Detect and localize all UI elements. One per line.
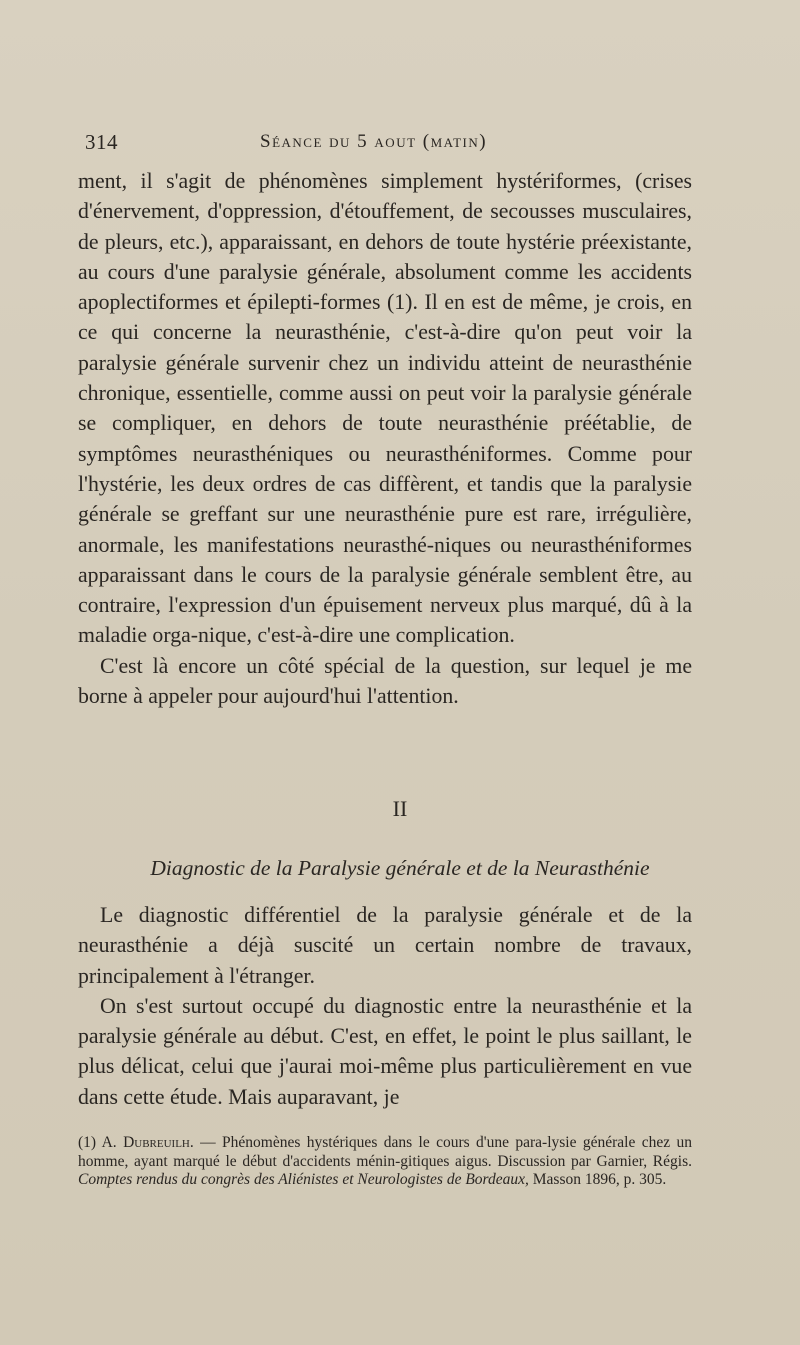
section-numeral: II — [392, 796, 408, 821]
footnote-text: — Phénomènes hystériques dans le cours d'une para-lysie générale chez un homme, ayant marqué le début d'accidents ménin-gitiques aigus. Discussion par Garnier, Régis. — [78, 1134, 692, 1170]
paragraph: Le diagnostic différentiel de la paralysie générale et de la neurasthénie a déjà suscité un certain nombre de travaux, principalement à l'étranger. — [78, 903, 692, 988]
paragraph: C'est là encore un côté spécial de la question, sur lequel je me borne à appeler pour aujourd'hui l'attention. — [78, 653, 692, 709]
footnote-source: Comptes rendus du congrès des Aliénistes et Neurologistes de Bordeaux, — [78, 1171, 529, 1188]
footnote — [78, 1134, 692, 1190]
footnote-publisher: Masson 1896, p. 305. — [528, 1171, 667, 1188]
running-head: Séance du 5 aout (matin) — [260, 131, 488, 152]
footnote-marker: (1) A. — [78, 1134, 117, 1151]
paragraph: On s'est surtout occupé du diagnostic entre la neurasthénie et la paralysie générale au début. C'est, en effet, le point le plus saillant, le plus délicat, celui que j'aurai moi-même plus particulièrement en vue dans cette étude. Mais auparavant, je — [78, 993, 692, 1109]
body-text-section-1 — [78, 166, 692, 711]
body-text-section-2 — [78, 900, 692, 1112]
paragraph: ment, il s'agit de phénomènes simplement hystériformes, (crises d'énervement, d'oppression, d'étouffement, de secousses musculaires, de pleurs, etc.), apparaissant, en dehors de toute hystérie préexistante, au cours d'une paralysie générale, absolument comme les accidents apoplectiformes et épilepti-formes (1). Il en est de même, je crois, en ce qui concerne la neurasthénie, c'est-à-dire qu'on peut voir la paralysie générale survenir chez un individu atteint de neurasthénie chronique, essentielle, comme aussi on peut voir la paralysie générale se compliquer, en dehors de toute neurasthénie préétablie, de symptômes neurasthéniques ou neurasthéniformes. Comme pour l'hystérie, les deux ordres de cas diffèrent, et tandis que la paralysie générale se greffant sur une neurasthénie pure est rare, irrégulière, anormale, les manifestations neurasthé-niques ou neurasthéniformes apparaissant dans le cours de la paralysie générale semblent être, au contraire, l'expression d'un épuisement nerveux plus marqué, dû à la maladie orga-nique, c'est-à-dire une complication. — [78, 169, 692, 648]
page-header — [85, 130, 715, 160]
page-number: 314 — [85, 130, 118, 154]
section-title: Diagnostic de la Paralysie générale et de la Neurasthénie — [150, 856, 650, 880]
footnote-author: Dubreuilh. — [123, 1134, 194, 1151]
